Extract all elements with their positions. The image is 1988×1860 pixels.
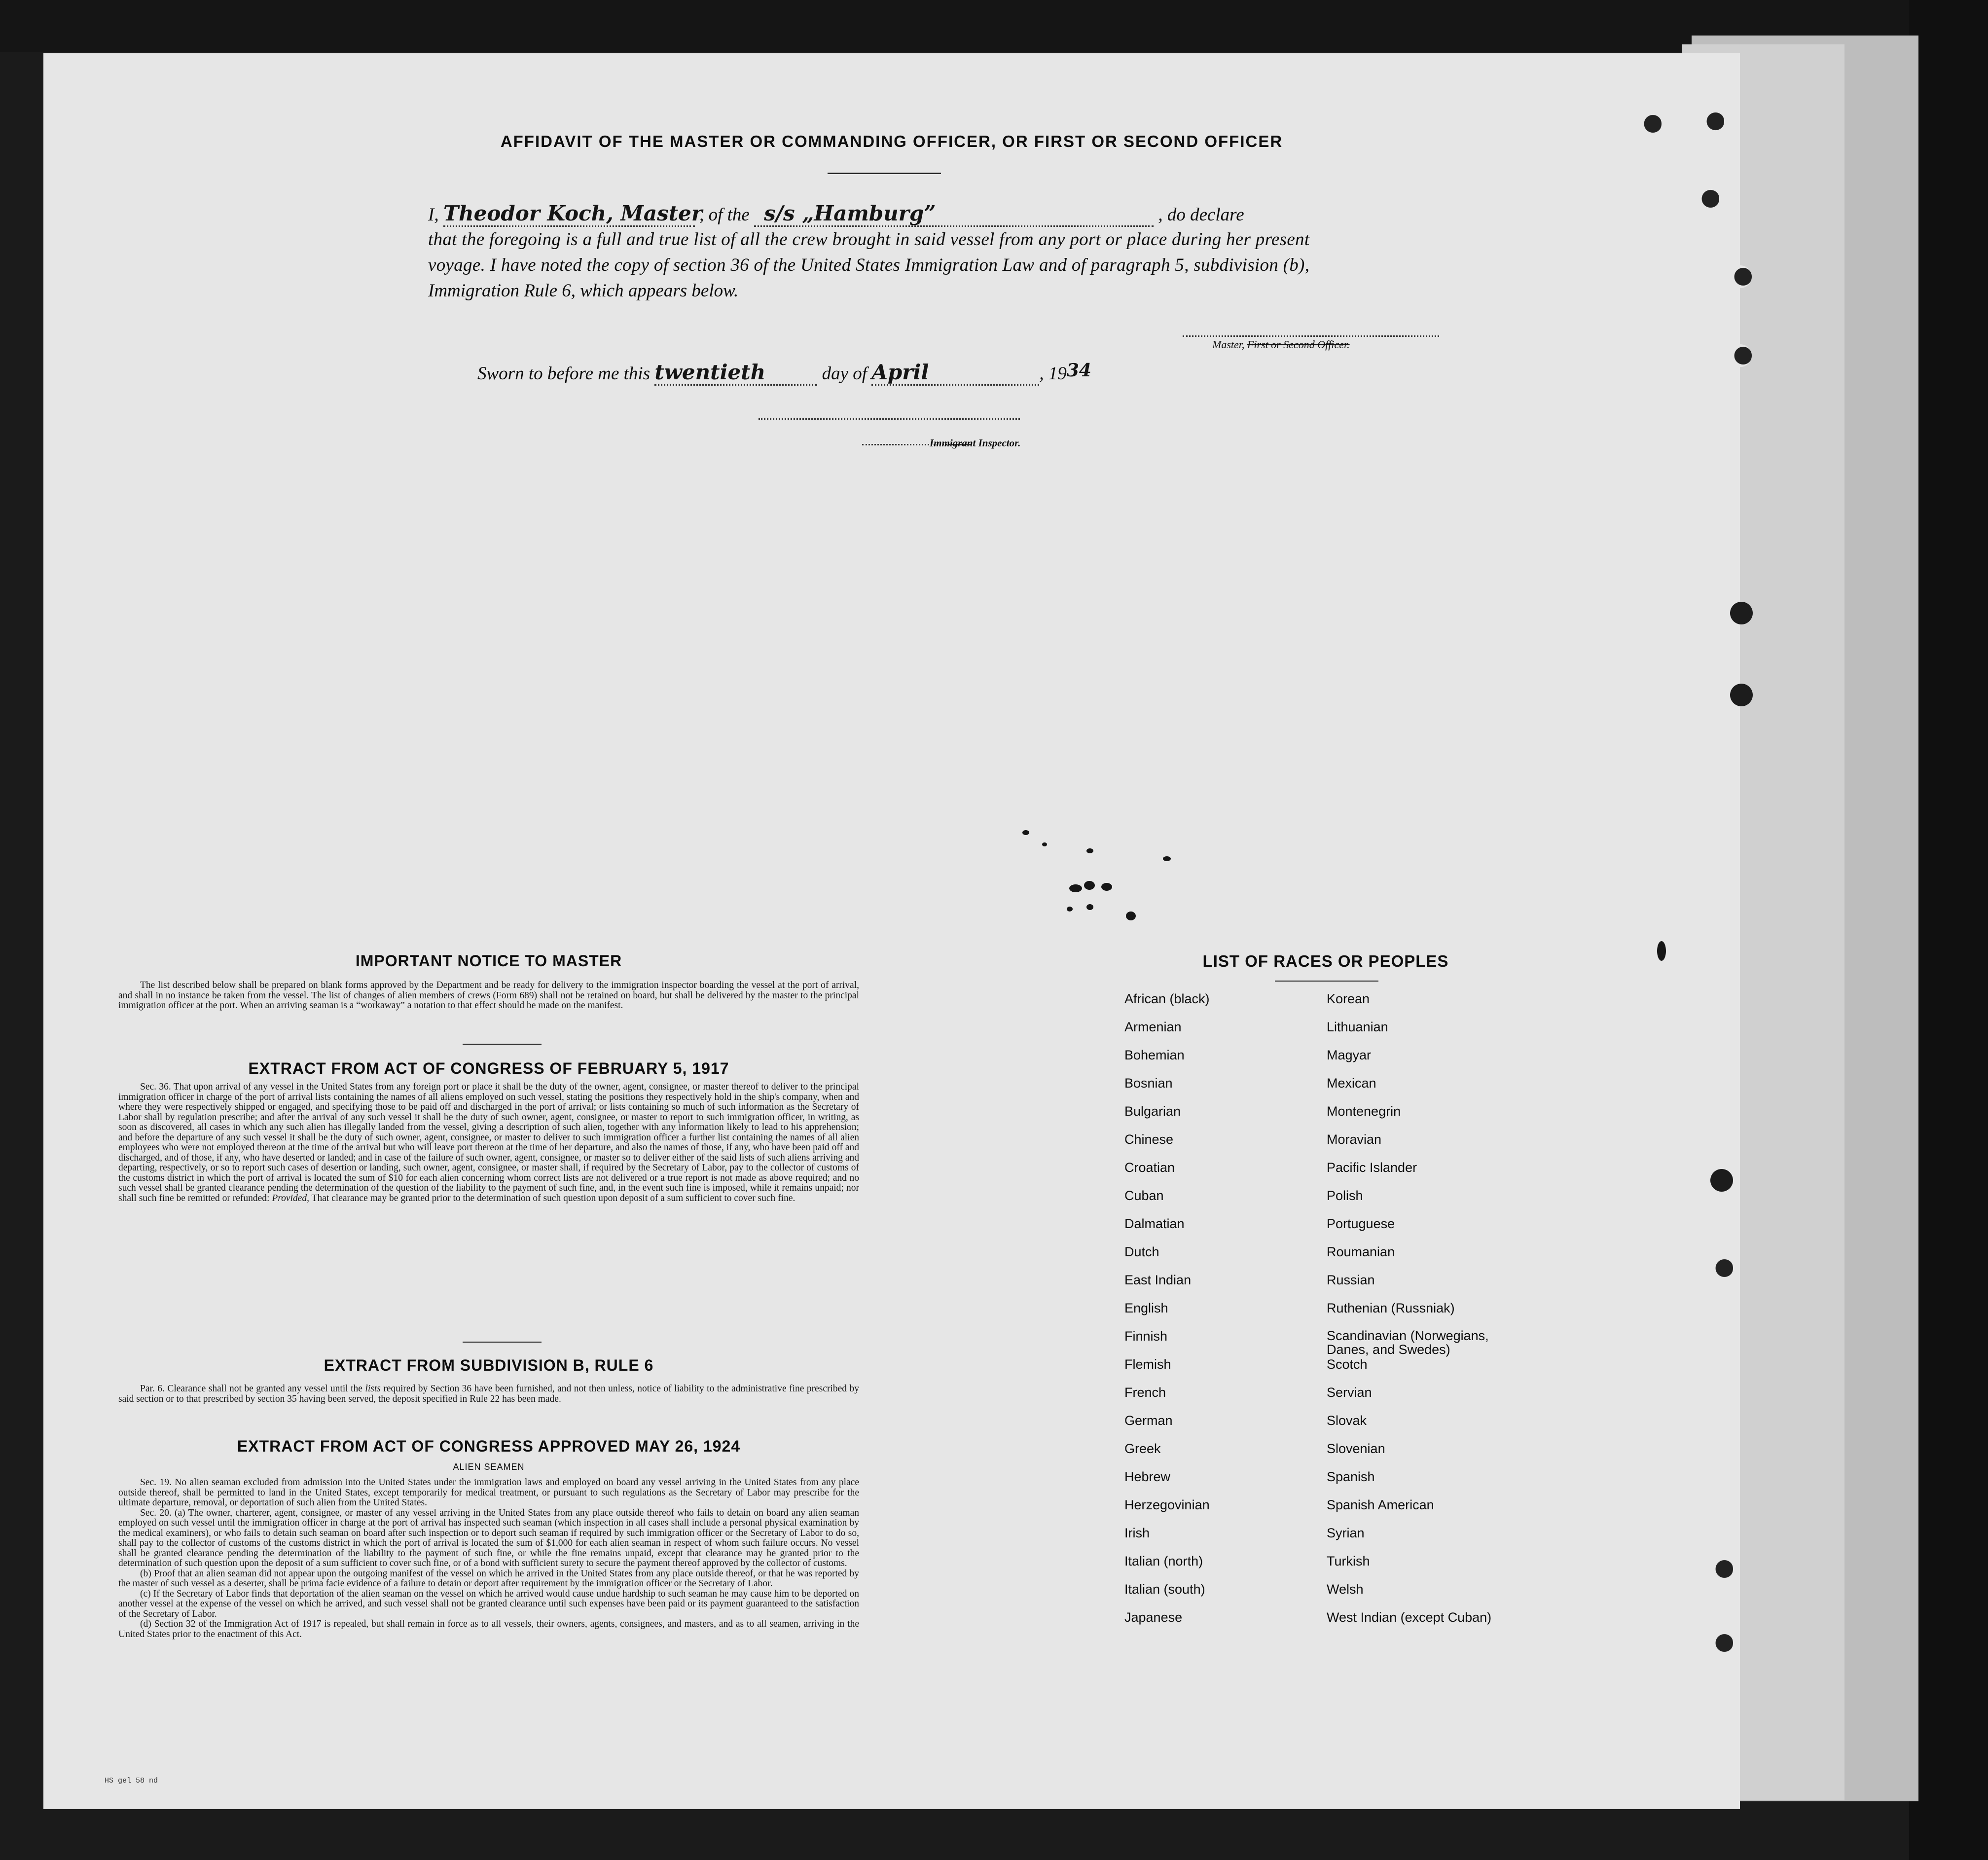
affidavit-line-4: Immigration Rule 6, which appears below. (428, 281, 739, 301)
act-1917-text (118, 1082, 859, 1204)
race-item: Flemish (1124, 1357, 1171, 1372)
inspector-caption: Immigrant Inspector. (930, 437, 1021, 449)
races-title: LIST OF RACES OR PEOPLES (1202, 952, 1449, 970)
ink-smudge (1163, 856, 1171, 861)
ink-smudge (1069, 884, 1082, 892)
ink-smudge (1086, 904, 1093, 910)
races-right-column (1327, 991, 1514, 1638)
race-item: Spanish American (1327, 1497, 1434, 1512)
race-item: Dutch (1124, 1244, 1159, 1259)
affidavit-title: AFFIDAVIT OF THE MASTER OR COMMANDING OFFICER, OR FIRST OR SECOND OFFICER (500, 132, 1283, 150)
races-title-rule (1275, 981, 1378, 982)
race-item: Welsh (1327, 1582, 1364, 1597)
ink-smudge (1657, 941, 1666, 961)
race-item: Mexican (1327, 1076, 1376, 1091)
act-1917-paragraph (118, 1082, 859, 1204)
race-item: Hebrew (1124, 1469, 1171, 1484)
race-item: Slovenian (1327, 1441, 1385, 1456)
race-item: African (black) (1124, 991, 1210, 1006)
race-item: Cuban (1124, 1188, 1164, 1203)
affidavit-line-3: voyage. I have noted the copy of section 36 of the United States Immigration Law and of paragraph 5, subdivision (b), (428, 255, 1310, 275)
race-item: Slovak (1327, 1413, 1367, 1428)
race-item: Chinese (1124, 1132, 1174, 1147)
punch-hole (1729, 344, 1752, 367)
race-item: Scandinavian (Norwegians, Danes, and Swedes) (1327, 1328, 1489, 1357)
notice-title: IMPORTANT NOTICE TO MASTER (355, 952, 622, 970)
act-1924-sec20a: Sec. 20. (a) The owner, charterer, agent, consignee, or master of any vessel arriving in the United States from any place outside thereof who fails to detain on board any alien seaman employed on such vessel until the immigration officer in charge at the port of arrival has inspected such seaman (which inspection in all cases shall include a personal physical examination by the medical examiners), or who fails to detain such seaman on board after such inspection or to deport such seaman if required by such immigration officer or the Secretary of Labor to do so, shall pay to the collector of customs of the customs district in which the port of arrival is located the sum of $1,000 for each alien seaman in respect of whom such failure occurs. No vessel shall be granted clearance pending the determination of the liability to the payment of such fine, or while the fine remains unpaid, except that clearance may be granted prior to the determination of such question upon the deposit of a sum sufficient to cover such fine, or of a bond with sufficient surety to secure the payment thereof approved by the collector of customs. (118, 1507, 859, 1568)
race-item: Pacific Islander (1327, 1160, 1417, 1175)
race-item: Herzegovinian (1124, 1497, 1210, 1512)
act-1924-subtitle: ALIEN SEAMEN (453, 1462, 525, 1472)
act-1924-sec20d: (d) Section 32 of the Immigration Act of 1917 is repealed, but shall remain in force as to all vessels, their owners, agents, consignees, and masters, and as to all seamen, arriving in the United States prior to the enactment of this Act. (118, 1619, 859, 1640)
rule-6-lists-word: lists (365, 1384, 381, 1394)
section-rule (463, 1342, 542, 1343)
race-item: Korean (1327, 991, 1370, 1006)
race-item: German (1124, 1413, 1173, 1428)
vessel-name-handwritten: s/s „Hamburg” (754, 201, 1154, 227)
act-1924-title: EXTRACT FROM ACT OF CONGRESS APPROVED MAY 26, 1924 (237, 1437, 741, 1455)
races-left-column (1124, 991, 1312, 1638)
race-item: Italian (south) (1124, 1582, 1205, 1597)
act-1924-sec20b: (b) Proof that an alien seaman did not appear upon the outgoing manifest of the vessel on which he arrived in the United States from any place outside thereof, or that he was reported by the master of such vessel as a deserter, shall be prima facie evidence of a failure to detain or deport after requirement by the immigration officer or the Secretary of Labor. (118, 1568, 859, 1589)
race-item: Russian (1327, 1273, 1375, 1287)
form-code: HS gel 58 nd (105, 1777, 158, 1785)
race-item: Syrian (1327, 1526, 1365, 1540)
ink-smudge (1084, 881, 1095, 890)
race-item: Bosnian (1124, 1076, 1173, 1091)
year-handwritten: 34 (1066, 360, 1091, 381)
signature-line (1183, 335, 1439, 337)
ink-smudge (1101, 883, 1112, 891)
race-item: Bulgarian (1124, 1104, 1181, 1119)
race-item: Ruthenian (Russniak) (1327, 1301, 1455, 1315)
act-1924-sec20c: (c) If the Secretary of Labor finds that deportation of the alien seaman on the vessel on which he arrived would cause undue hardship to such seaman he may cause him to be deported on another vessel at the expense of the vessel on which he arrived, and such vessel shall not be granted clearance until such expenses have been paid or its payment guaranteed to the satisfaction of the Secretary of Labor. (118, 1588, 859, 1619)
act-1917-body: Sec. 36. That upon arrival of any vessel in the United States from any foreign port or place it shall be the duty of the owner, agent, consignee, or master thereof to deliver to the principal immigration officer in charge of the port of arrival lists containing the names of all aliens employed on such vessel, stating the positions they respectively hold in the ship's company, when and where they were respectively shipped or engaged, and specifying those to be paid off and discharged in the port of arrival; or lists containing so much of such information as the Secretary of Labor shall by regulation prescribe; and after the arrival of any such vessel it shall be the duty of such owner, agent, consignee, or master to report to such immigration officer, in writing, as soon as discovered, all cases in which any such alien has illegally landed from the vessel, giving a description of such alien, together with any information likely to lead to his apprehension; and before the departure of any such vessel it shall be the duty of such owner, agent, consignee, or master to deliver to such immigration officer a further list containing the names of all alien employees who were not employed thereon at the time of the arrival but who will leave port thereon at the time of her departure, and also the names of those, if any, who have been paid off and discharged, and of those, if any, who have deserted or landed; and in case of the failure of such owner, agent, consignee, or master so to deliver either of the said lists of such aliens arriving and departing, respectively, or so to report such cases of desertion or landing, such owner, agent, consignee, or master shall, if required by the Secretary of Labor, pay to the collector of customs of the customs district in which the port of arrival is located the sum of $10 for each alien concerning whom correct lists are not delivered or a true report is not made as above required; and no such vessel shall be granted clearance pending the determination of the question of the liability to the payment of such fine, and, in the event such fine is imposed, while it remains unpaid; nor shall such fine be remitted or refunded: (118, 1082, 859, 1204)
race-item: West Indian (except Cuban) (1327, 1610, 1492, 1625)
act-1917-proviso-text: That clearance may be granted prior to the determination of such question upon deposit of a sum sufficient to cover such fine. (311, 1193, 795, 1204)
race-item: Montenegrin (1327, 1104, 1401, 1119)
race-item: Polish (1327, 1188, 1363, 1203)
rule-6-title: EXTRACT FROM SUBDIVISION B, RULE 6 (324, 1356, 654, 1374)
race-item: Servian (1327, 1385, 1372, 1400)
of-the-label: , of the (699, 205, 750, 225)
sworn-day-handwritten: twentieth (654, 360, 817, 386)
race-item: Magyar (1327, 1048, 1372, 1062)
race-item: Turkish (1327, 1554, 1370, 1568)
race-item: Portuguese (1327, 1216, 1395, 1231)
ink-smudge (1086, 848, 1093, 853)
punch-hole (1697, 187, 1719, 210)
signature-caption-struck: First or Second Officer. (1247, 338, 1350, 351)
race-item: Dalmatian (1124, 1216, 1185, 1231)
race-item: East Indian (1124, 1273, 1192, 1287)
act-1917-title: EXTRACT FROM ACT OF CONGRESS OF FEBRUARY 5, 1917 (248, 1059, 729, 1077)
act-1924-text (118, 1478, 859, 1640)
punch-hole (1710, 1257, 1733, 1279)
rule-6-text (118, 1384, 859, 1404)
punch-hole (1710, 1558, 1733, 1580)
race-item: Lithuanian (1327, 1020, 1388, 1034)
rule-6-text-before: Par. 6. Clearance shall not be granted any vessel until the (140, 1384, 362, 1394)
punch-hole (1729, 265, 1752, 288)
punch-hole (1730, 684, 1753, 706)
day-of-label: day of (822, 364, 867, 384)
punch-hole (1701, 110, 1724, 133)
ink-smudge (1022, 830, 1029, 835)
scan-right-edge (1909, 0, 1988, 1860)
notice-paragraph: The list described below shall be prepared on blank forms approved by the Department and be ready for delivery to the immigration inspector boarding the vessel at the port of arrival, and shall in no instance be taken from the vessel. The list of changes of alien members of crews (Form 689) shall not be retained on board, but shall be delivered by the master to the principal immigration officer at the port. When an arriving seaman is a “workaway” a notation to that effect should be made on the manifest. (118, 980, 859, 1011)
master-name-handwritten: Theodor Koch, Master (443, 201, 695, 227)
section-rule (463, 1044, 542, 1045)
act-1917-proviso-label: Provided, (272, 1193, 309, 1204)
year-prefix: , 19 (1039, 364, 1067, 384)
race-item: Moravian (1327, 1132, 1382, 1147)
race-item: Irish (1124, 1526, 1150, 1540)
document-page (43, 53, 1740, 1809)
i-label: I, (428, 205, 439, 225)
punch-hole (1730, 602, 1753, 624)
race-item: Scotch (1327, 1357, 1368, 1372)
rule-6-paragraph (118, 1384, 859, 1404)
race-item: Italian (north) (1124, 1554, 1203, 1568)
affidavit-declaration-line (428, 201, 1244, 227)
signature-caption-master: Master, (1212, 338, 1245, 351)
title-rule (828, 173, 941, 174)
sworn-label: Sworn to before me this (477, 364, 651, 384)
notice-text (118, 981, 859, 1011)
inspector-signature-line (759, 418, 1020, 420)
affidavit-line-2: that the foregoing is a full and true list of all the crew brought in said vessel from any port or place during her present (428, 229, 1310, 250)
race-item: French (1124, 1385, 1166, 1400)
race-item: Bohemian (1124, 1048, 1185, 1062)
ink-smudge (1126, 912, 1136, 920)
race-item: Finnish (1124, 1329, 1168, 1344)
sworn-line (477, 360, 1091, 386)
punch-hole (1710, 1169, 1733, 1192)
race-item: Croatian (1124, 1160, 1175, 1175)
sworn-month-handwritten: April (871, 360, 1039, 386)
ink-smudge (1067, 907, 1073, 912)
race-item: Spanish (1327, 1469, 1375, 1484)
do-declare-label: , do declare (1158, 205, 1244, 225)
signature-caption (1212, 338, 1350, 351)
act-1924-sec19: Sec. 19. No alien seaman excluded from admission into the United States under the immigration laws and employed on board any vessel arriving in the United States from any place outside thereof, shall be permitted to land in the United States, except temporarily for medical treatment, or pursuant to such regulations as the Secretary of Labor may prescribe for the ultimate departure, removal, or deportation of such alien from the United States. (118, 1477, 859, 1508)
race-item: Japanese (1124, 1610, 1183, 1625)
punch-hole (1710, 1632, 1733, 1654)
race-item: Roumanian (1327, 1244, 1395, 1259)
race-item: Armenian (1124, 1020, 1182, 1034)
rule-6-text-after: required by Section 36 have been furnished, and not then unless, notice of liability to the administrative fine prescribed by said section or to that prescribed by section 35 having been served, the deposit specified in Rule 22 has been made. (118, 1384, 860, 1404)
ink-smudge (1042, 842, 1047, 846)
race-item: English (1124, 1301, 1168, 1315)
race-item: Greek (1124, 1441, 1161, 1456)
